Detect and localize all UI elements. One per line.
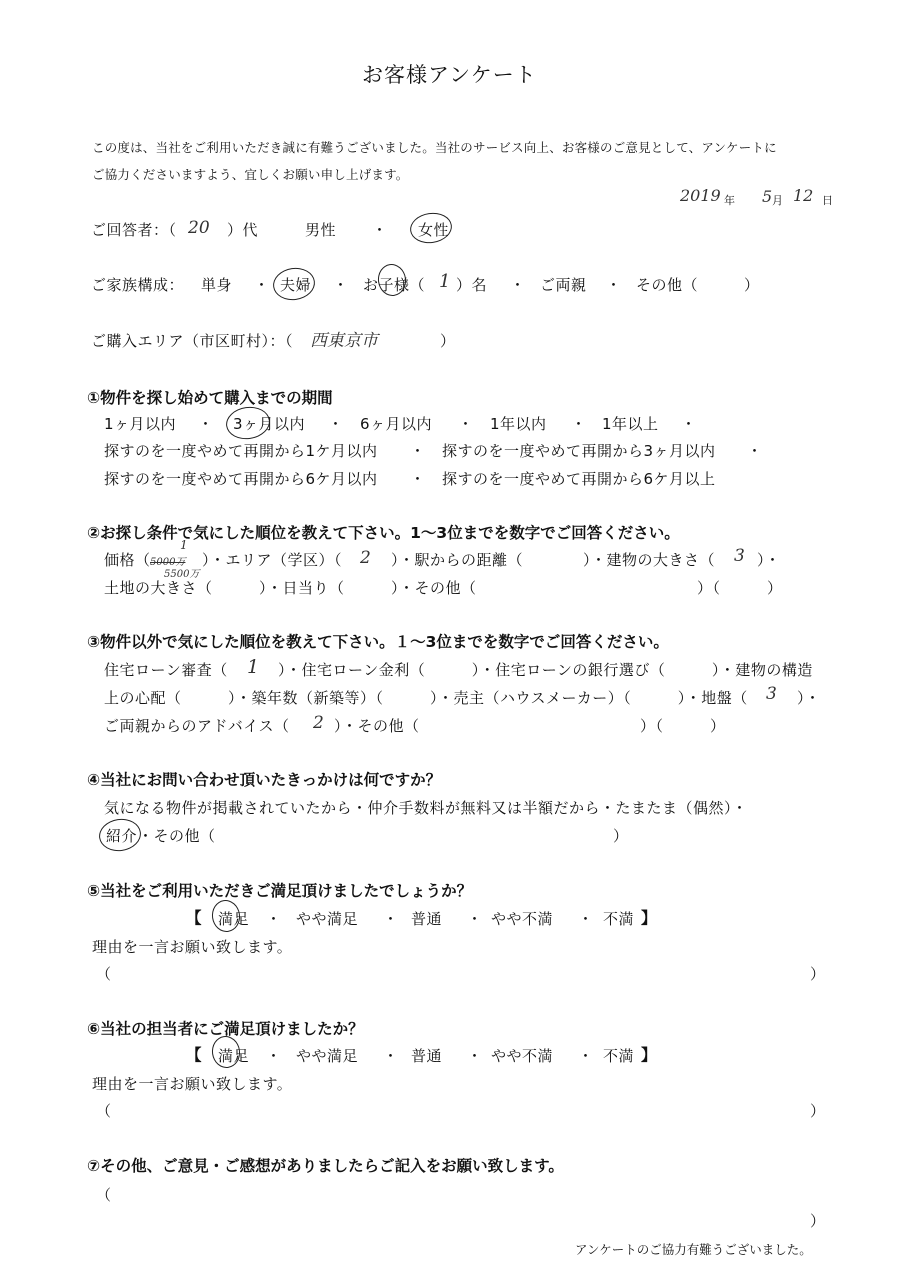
separator-dot: ・ [571, 415, 587, 433]
q7-header: ⑦その他、ご意見・ご感想がありましたらご記入をお願い致します。 [87, 1157, 564, 1175]
respondent-label: ご回答者：（ [91, 221, 177, 239]
intro-line-2: ご協力くださいますよう、宜しくお願い申し上げます。 [92, 167, 409, 182]
q2-price-old: 5000万 [150, 557, 186, 568]
separator-dot: ・ [467, 1047, 483, 1065]
date-day-label: 日 [822, 194, 833, 207]
q1-option-1month[interactable]: 1ヶ月以内 [104, 415, 177, 433]
q2-area-label: ）・エリア（学区）（ [202, 551, 343, 569]
gender-option-male[interactable]: 男性 [305, 221, 337, 239]
q6-reason-open: （ [96, 1102, 112, 1120]
separator-dot: ・ [372, 221, 388, 239]
q5-reason-close: ） [810, 965, 826, 983]
q1-option-1year[interactable]: 1年以内 [490, 415, 547, 433]
q1-option-over-1year[interactable]: 1年以上 [602, 415, 659, 433]
separator-dot: ・ [458, 415, 474, 433]
q4-line1: 気になる物件が掲載されていたから・仲介手数料が無料又は半額だから・たまたま（偶然）・ [104, 799, 748, 817]
q5-reason-label: 理由を一言お願い致します。 [92, 938, 293, 956]
q3-loan-review-rank[interactable]: 1 [247, 656, 260, 678]
separator-dot: ・ [333, 276, 349, 294]
separator-dot: ・ [606, 276, 622, 294]
q2-line1-end: ）・ [757, 551, 781, 569]
respondent-age-suffix: ）代 [227, 221, 259, 239]
q4-other-close: ） [613, 827, 629, 845]
q3-other-label: ）・その他（ [334, 717, 420, 735]
q4-header: ④当社にお問い合わせ頂いたきっかけは何ですか？ [87, 771, 442, 789]
q3-line2: 上の心配（ ）・築年数（新築等）（ ）・売主（ハウスメーカー）（ ）・地盤（ [104, 689, 748, 707]
q2-size-rank[interactable]: 3 [734, 546, 745, 566]
q5-option-satisfied[interactable]: 満足 [218, 910, 250, 928]
separator-dot: ・ [266, 910, 282, 928]
separator-dot: ・ [747, 442, 763, 460]
q4-other-label: ・その他（ [138, 827, 216, 845]
q2-price-rank[interactable]: 1 [180, 538, 188, 552]
q6-reason-label: 理由を一言お願い致します。 [92, 1075, 293, 1093]
q6-option-neutral[interactable]: 普通 [411, 1047, 443, 1065]
q4-option-referral[interactable]: 紹介 [106, 827, 138, 845]
q6-bracket-open: 【 [186, 1046, 202, 1064]
q1-option-restart-6months[interactable]: 探すのを一度やめて再開から6ケ月以内 [104, 470, 378, 488]
q1-option-restart-3months[interactable]: 探すのを一度やめて再開から3ヶ月以内 [442, 442, 716, 460]
family-children-value[interactable]: 1 [439, 271, 451, 292]
q5-option-somewhat-dissatisfied[interactable]: やや不満 [491, 910, 554, 928]
date-day-value: 12 [793, 186, 814, 205]
q2-area-rank[interactable]: 2 [360, 548, 371, 568]
separator-dot: ・ [383, 910, 399, 928]
separator-dot: ・ [198, 415, 214, 433]
q6-option-dissatisfied[interactable]: 不満 [603, 1047, 635, 1065]
separator-dot: ・ [578, 1047, 594, 1065]
q5-reason-open: （ [96, 965, 112, 983]
selection-circle-referral [97, 816, 143, 854]
q5-option-neutral[interactable]: 普通 [411, 910, 443, 928]
family-other-close: ） [744, 276, 760, 294]
separator-dot: ・ [410, 442, 426, 460]
selection-circle-q5-satisfied [210, 898, 242, 934]
intro-line-1: この度は、当社をご利用いただき誠に有難うございました。当社のサービス向上、お客様のご意見として、アンケートに [92, 140, 777, 155]
selection-circle-couple [271, 265, 317, 303]
separator-dot: ・ [467, 910, 483, 928]
selection-circle-female [408, 210, 454, 246]
separator-dot: ・ [410, 470, 426, 488]
q6-option-somewhat-dissatisfied[interactable]: やや不満 [491, 1047, 554, 1065]
q6-bracket-close: 】 [641, 1046, 657, 1064]
q1-header: ①物件を探し始めて購入までの期間 [87, 389, 333, 407]
q3-parents-rank[interactable]: 2 [313, 713, 324, 733]
page-title: お客様アンケート [362, 63, 537, 87]
selection-circle-3months [224, 404, 272, 442]
family-option-couple[interactable]: 夫婦 [280, 276, 312, 294]
area-close: ） [440, 332, 456, 350]
date-month-value: 5 [762, 187, 773, 206]
separator-dot: ・ [328, 415, 344, 433]
date-year-label: 年 [724, 194, 735, 207]
q7-open: （ [96, 1186, 112, 1204]
gender-option-female[interactable]: 女性 [418, 221, 450, 239]
q3-header: ③物件以外で気にした順位を教えて下さい。１～3位までを数字でご回答ください。 [87, 633, 669, 651]
area-label: ご購入エリア（市区町村）：（ [91, 332, 294, 350]
q7-close: ） [810, 1212, 826, 1230]
q2-price-label: 価格（ [104, 551, 151, 569]
q2-line2: 土地の大きさ（ ）・日当り（ ）・その他（ [104, 579, 477, 597]
q3-line2-end: ）・ [797, 689, 821, 707]
family-option-single[interactable]: 単身 [201, 276, 233, 294]
q6-header: ⑥当社の担当者にご満足頂けましたか？ [87, 1020, 364, 1038]
separator-dot: ・ [510, 276, 526, 294]
q5-header: ⑤当社をご利用いただきご満足頂けましたでしょうか？ [87, 882, 473, 900]
separator-dot: ・ [383, 1047, 399, 1065]
area-value[interactable]: 西東京市 [310, 331, 378, 351]
q2-station-label: ）・駅からの距離（ [391, 551, 524, 569]
q3-line3-end: ）（ ） [640, 717, 726, 735]
q5-bracket-open: 【 [186, 909, 202, 927]
q2-size-label: ）・建物の大きさ（ [583, 551, 716, 569]
family-option-children[interactable]: お子様（ [363, 276, 426, 294]
q6-option-satisfied[interactable]: 満足 [218, 1047, 250, 1065]
q1-option-restart-1month[interactable]: 探すのを一度やめて再開から1ケ月以内 [104, 442, 378, 460]
q5-bracket-close: 】 [641, 909, 657, 927]
respondent-age-value[interactable]: 20 [188, 218, 210, 238]
date-month-label: 月 [772, 194, 783, 207]
footer-thanks: アンケートのご協力有難うございました。 [575, 1242, 812, 1257]
q1-option-restart-over-6months[interactable]: 探すのを一度やめて再開から6ケ月以上 [442, 470, 716, 488]
q1-option-3months[interactable]: 3ヶ月以内 [233, 415, 306, 433]
family-children-suffix: ）名 [456, 276, 488, 294]
q3-loan-review-label: 住宅ローン審査（ [104, 661, 228, 679]
q2-line2-end: ）（ ） [697, 579, 783, 597]
date-year-value: 2019 [680, 186, 721, 205]
q3-parents-label: ご両親からのアドバイス（ [104, 717, 290, 735]
q5-option-dissatisfied[interactable]: 不満 [603, 910, 635, 928]
q5-option-somewhat-satisfied[interactable]: やや満足 [296, 910, 359, 928]
separator-dot: ・ [578, 910, 594, 928]
q6-option-somewhat-satisfied[interactable]: やや満足 [296, 1047, 359, 1065]
family-option-other[interactable]: その他（ [636, 276, 699, 294]
q2-header: ②お探し条件で気にした順位を教えて下さい。1～3位までを数字でご回答ください。 [87, 524, 680, 542]
q6-reason-close: ） [810, 1102, 826, 1120]
family-option-parents[interactable]: ご両親 [540, 276, 587, 294]
separator-dot: ・ [266, 1047, 282, 1065]
q3-ground-rank[interactable]: 3 [766, 684, 777, 704]
family-label: ご家族構成： [91, 276, 185, 294]
q3-line1-rest: ）・住宅ローン金利（ ）・住宅ローンの銀行選び（ ）・建物の構造 [278, 661, 813, 679]
separator-dot: ・ [254, 276, 270, 294]
q2-price-new[interactable]: 5500万 [164, 569, 200, 580]
separator-dot: ・ [681, 415, 697, 433]
q1-option-6months[interactable]: 6ヶ月以内 [360, 415, 433, 433]
